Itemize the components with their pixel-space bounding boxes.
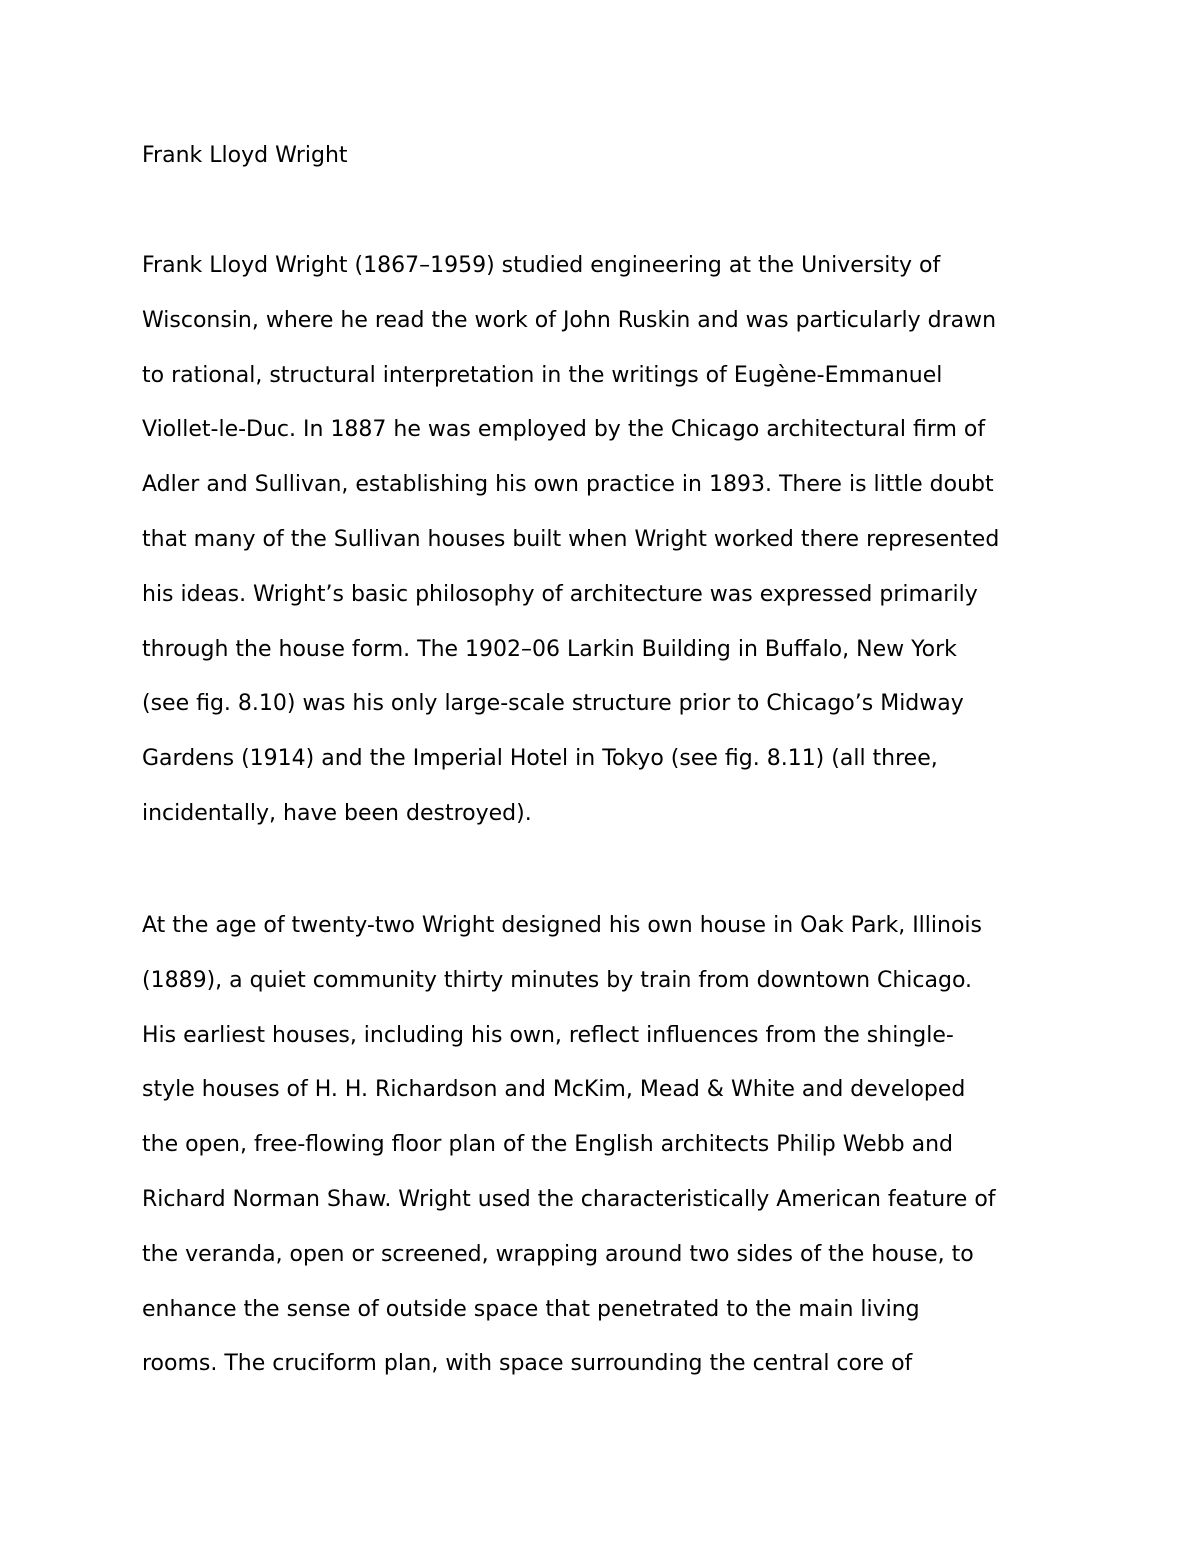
paragraph-line: Viollet-le-Duc. In 1887 he was employed by the Chicago architectural firm of <box>142 417 986 443</box>
paragraph-line: Wisconsin, where he read the work of John Ruskin and was particularly drawn <box>142 307 997 333</box>
paragraph-line: His earliest houses, including his own, reflect influences from the shingle- <box>142 1022 954 1048</box>
paragraph-line: through the house form. The 1902–06 Larkin Building in Buffalo, New York <box>142 636 957 662</box>
paragraph-line: Adler and Sullivan, establishing his own practice in 1893. There is little doubt <box>142 472 994 498</box>
document-title: Frank Lloyd Wright <box>142 143 348 168</box>
paragraph-1 <box>142 239 1082 842</box>
paragraph-line: Frank Lloyd Wright (1867–1959) studied engineering at the University of <box>142 253 941 278</box>
paragraph-line: style houses of H. H. Richardson and McKim, Mead & White and developed <box>142 1077 966 1103</box>
paragraph-line: At the age of twenty-two Wright designed his own house in Oak Park, Illinois <box>142 913 982 938</box>
paragraph-line: incidentally, have been destroyed). <box>142 800 532 826</box>
document-title-block <box>142 129 1082 184</box>
paragraph-2 <box>142 899 1082 1392</box>
paragraph-line: the veranda, open or screened, wrapping around two sides of the house, to <box>142 1241 974 1267</box>
paragraph-line: his ideas. Wright’s basic philosophy of architecture was expressed primarily <box>142 581 978 607</box>
paragraph-line: rooms. The cruciform plan, with space surrounding the central core of <box>142 1351 913 1377</box>
paragraph-line: enhance the sense of outside space that penetrated to the main living <box>142 1296 920 1322</box>
paragraph-line: (1889), a quiet community thirty minutes by train from downtown Chicago. <box>142 967 973 993</box>
paragraph-line: that many of the Sullivan houses built when Wright worked there represented <box>142 526 1000 552</box>
paragraph-line: to rational, structural interpretation in the writings of Eugène-Emmanuel <box>142 362 943 388</box>
paragraph-line: Richard Norman Shaw. Wright used the characteristically American feature of <box>142 1186 996 1212</box>
paragraph-line: Gardens (1914) and the Imperial Hotel in Tokyo (see fig. 8.11) (all three, <box>142 746 938 772</box>
paragraph-line: the open, free-flowing floor plan of the English architects Philip Webb and <box>142 1132 954 1158</box>
paragraph-line: (see fig. 8.10) was his only large-scale structure prior to Chicago’s Midway <box>142 691 964 717</box>
